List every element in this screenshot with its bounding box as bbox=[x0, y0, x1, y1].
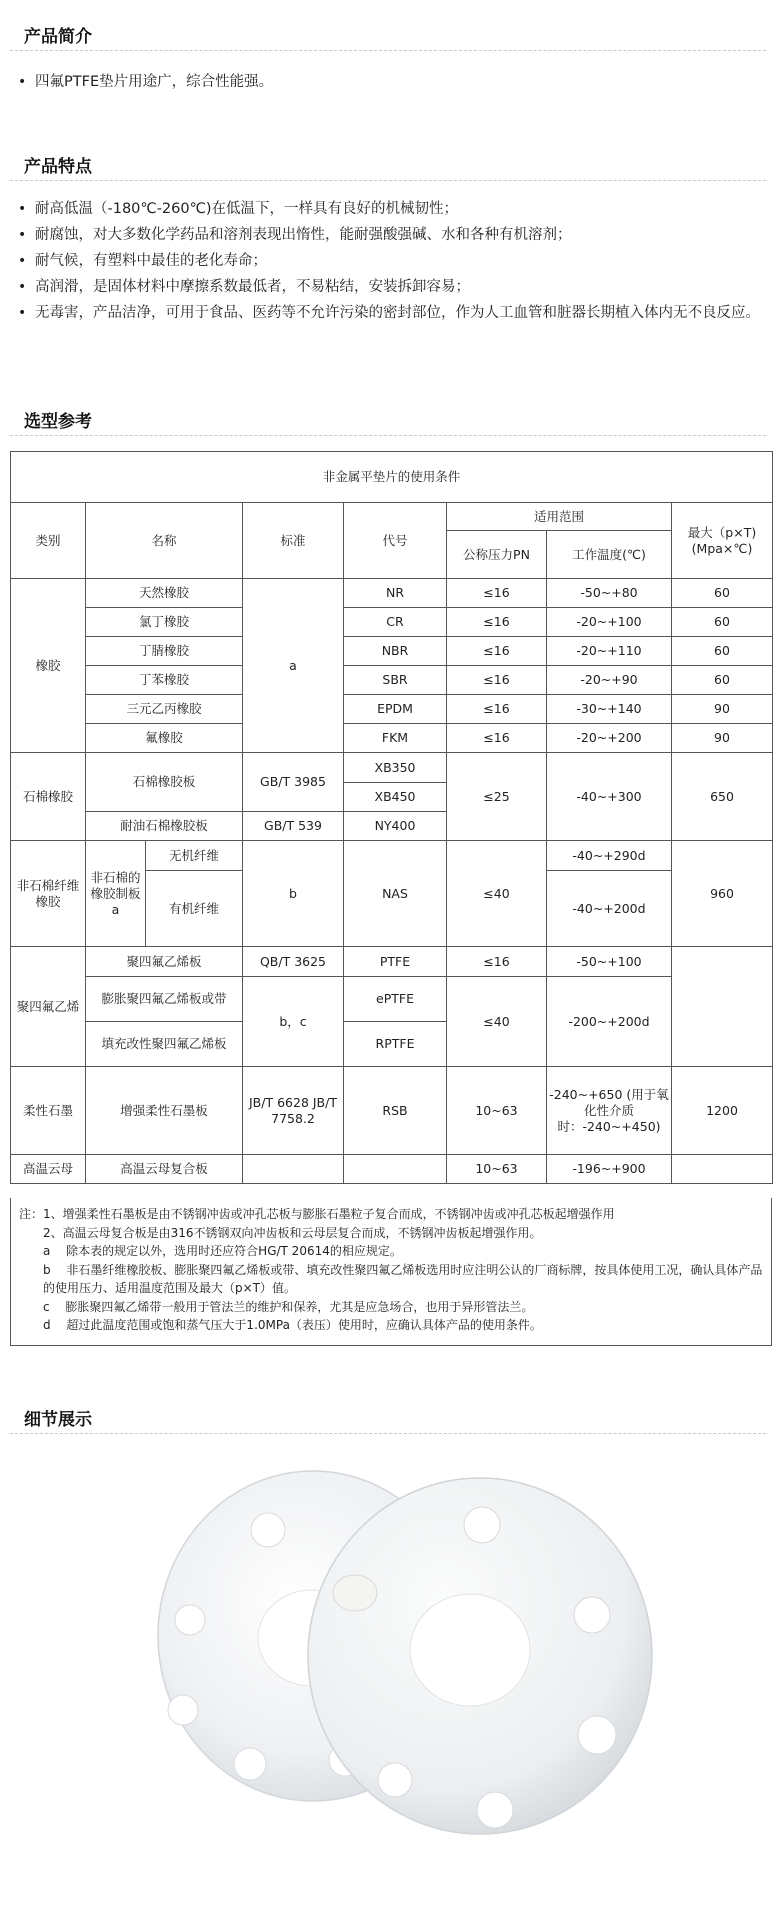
name-sbr: 丁苯橡胶 bbox=[86, 666, 243, 695]
temp-mica: -196~+900 bbox=[547, 1155, 672, 1184]
code-ny400: NY400 bbox=[344, 812, 447, 841]
name-cr: 氯丁橡胶 bbox=[86, 608, 243, 637]
name-graphite: 增强柔性石墨板 bbox=[86, 1067, 243, 1155]
gasket-spec-table bbox=[10, 451, 773, 1184]
name-asbestos-sheet: 石棉橡胶板 bbox=[86, 753, 243, 812]
pt-ptfe bbox=[672, 947, 773, 1067]
feature-item: • 高润滑，是固体材料中摩擦系数最低者，不易粘结，安装拆卸容易； bbox=[12, 276, 767, 298]
pn-nbr: ≤16 bbox=[447, 637, 547, 666]
intro-divider bbox=[10, 50, 766, 51]
name-mica: 高温云母复合板 bbox=[86, 1155, 243, 1184]
feature-item: • 耐高低温（-180℃-260℃)在低温下，一样具有良好的机械韧性； bbox=[12, 198, 767, 220]
details-divider bbox=[10, 1433, 766, 1434]
intro-list bbox=[12, 71, 767, 97]
features-title: 产品特点 bbox=[24, 157, 92, 177]
table-caption: 非金属平垫片的使用条件 bbox=[11, 452, 773, 503]
code-sbr: SBR bbox=[344, 666, 447, 695]
code-rptfe: RPTFE bbox=[344, 1022, 447, 1067]
pn-cr: ≤16 bbox=[447, 608, 547, 637]
pn-epdm: ≤16 bbox=[447, 695, 547, 724]
std-ptfe-sheet: QB/T 3625 bbox=[243, 947, 344, 977]
pn-asbestos: ≤25 bbox=[447, 753, 547, 841]
header-code: 代号 bbox=[344, 503, 447, 579]
cat-rubber: 橡胶 bbox=[11, 579, 86, 753]
intro-title: 产品简介 bbox=[24, 27, 92, 47]
selection-title: 选型参考 bbox=[24, 412, 92, 432]
note-c: c 膨胀聚四氟乙烯带一般用于管法兰的维护和保养，尤其是应急场合，也用于异形管法兰。 bbox=[43, 1299, 534, 1314]
code-ptfe: PTFE bbox=[344, 947, 447, 977]
header-range: 适用范围 bbox=[447, 503, 672, 531]
cat-asbestos: 石棉橡胶 bbox=[11, 753, 86, 841]
name-epdm: 三元乙丙橡胶 bbox=[86, 695, 243, 724]
std-rubber: a bbox=[243, 579, 344, 753]
cat-graphite: 柔性石墨 bbox=[11, 1067, 86, 1155]
features-list bbox=[12, 198, 767, 328]
header-category: 类别 bbox=[11, 503, 86, 579]
pt-asbestos: 650 bbox=[672, 753, 773, 841]
temp-asbestos: -40~+300 bbox=[547, 753, 672, 841]
name-inorganic-fiber: 无机纤维 bbox=[146, 841, 243, 871]
temp-cr: -20~+100 bbox=[547, 608, 672, 637]
header-name: 名称 bbox=[86, 503, 243, 579]
pn-sbr: ≤16 bbox=[447, 666, 547, 695]
pt-epdm: 90 bbox=[672, 695, 773, 724]
temp-sbr: -20~+90 bbox=[547, 666, 672, 695]
pn-fkm: ≤16 bbox=[447, 724, 547, 753]
pt-non-asbestos: 960 bbox=[672, 841, 773, 947]
code-epdm: EPDM bbox=[344, 695, 447, 724]
header-max-pt: 最大（p×T)(Mpa×℃) bbox=[672, 503, 773, 579]
feature-item: • 耐腐蚀，对大多数化学药品和溶剂表现出惰性，能耐强酸强碱、水和各种有机溶剂； bbox=[12, 224, 767, 246]
gasket-right bbox=[308, 1478, 652, 1834]
cat-non-asbestos: 非石棉纤维橡胶 bbox=[11, 841, 86, 947]
cat-mica: 高温云母 bbox=[11, 1155, 86, 1184]
pn-graphite: 10~63 bbox=[447, 1067, 547, 1155]
temp-nbr: -20~+110 bbox=[547, 637, 672, 666]
pt-nr: 60 bbox=[672, 579, 773, 608]
temp-epdm: -30~+140 bbox=[547, 695, 672, 724]
temp-fkm: -20~+200 bbox=[547, 724, 672, 753]
std-oil-asbestos: GB/T 539 bbox=[243, 812, 344, 841]
note-1: 注：1、增强柔性石墨板是由不锈钢冲齿或冲孔芯板与膨胀石墨粒子复合而成，不锈钢冲齿或冲孔芯板起增强作用 bbox=[19, 1207, 615, 1221]
temp-ptfe: -50~+100 bbox=[547, 947, 672, 977]
name-organic-fiber: 有机纤维 bbox=[146, 871, 243, 947]
std-non-asbestos: b bbox=[243, 841, 344, 947]
pn-non-asbestos: ≤40 bbox=[447, 841, 547, 947]
code-rsb: RSB bbox=[344, 1067, 447, 1155]
note-a: a 除本表的规定以外，选用时还应符合HG/T 20614的相应规定。 bbox=[43, 1244, 402, 1258]
pn-nr: ≤16 bbox=[447, 579, 547, 608]
code-nr: NR bbox=[344, 579, 447, 608]
pt-mica bbox=[672, 1155, 773, 1184]
code-xb450: XB450 bbox=[344, 783, 447, 812]
code-mica bbox=[344, 1155, 447, 1184]
std-eptfe-rptfe: b，c bbox=[243, 977, 344, 1067]
name-eptfe: 膨胀聚四氟乙烯板或带 bbox=[86, 977, 243, 1022]
name-fkm: 氟橡胶 bbox=[86, 724, 243, 753]
std-asbestos-sheet: GB/T 3985 bbox=[243, 753, 344, 812]
ptfe-gasket-photo bbox=[0, 1450, 776, 1925]
note-b: b 非石墨纤维橡胶板、膨胀聚四氟乙烯板或带、填充改性聚四氟乙烯板选用时应注明公认的厂商标牌，按具体使用工况，确认具体产品的使用压力、适用温度范围及最大（p×T）值。 bbox=[43, 1262, 763, 1295]
name-rptfe: 填充改性聚四氟乙烯板 bbox=[86, 1022, 243, 1067]
std-graphite: JB/T 6628 JB/T 7758.2 bbox=[243, 1067, 344, 1155]
temp-organic: -40~+200d bbox=[547, 871, 672, 947]
code-nas: NAS bbox=[344, 841, 447, 947]
header-standard: 标准 bbox=[243, 503, 344, 579]
note-2: 2、高温云母复合板是由316不锈钢双向冲齿板和云母层复合而成，不锈钢冲齿板起增强作用。 bbox=[43, 1225, 542, 1240]
header-temperature: 工作温度(℃) bbox=[547, 531, 672, 579]
pn-eptfe-rptfe: ≤40 bbox=[447, 977, 547, 1067]
note-d: d 超过此温度范围或饱和蒸气压大于1.0MPa（表压）使用时，应确认具体产品的使用条件。 bbox=[43, 1318, 542, 1332]
code-eptfe: ePTFE bbox=[344, 977, 447, 1022]
table-notes bbox=[10, 1198, 772, 1346]
code-nbr: NBR bbox=[344, 637, 447, 666]
code-cr: CR bbox=[344, 608, 447, 637]
header-pressure: 公称压力PN bbox=[447, 531, 547, 579]
temp-graphite: -240~+650 (用于氧化性介质时：-240~+450) bbox=[547, 1067, 672, 1155]
subgroup-non-asbestos: 非石棉的橡胶制板a bbox=[86, 841, 146, 947]
intro-item: • 四氟PTFE垫片用途广，综合性能强。 bbox=[12, 71, 767, 93]
pt-fkm: 90 bbox=[672, 724, 773, 753]
cat-ptfe: 聚四氟乙烯 bbox=[11, 947, 86, 1067]
details-title: 细节展示 bbox=[24, 1410, 92, 1430]
code-fkm: FKM bbox=[344, 724, 447, 753]
selection-divider bbox=[10, 435, 766, 436]
pt-graphite: 1200 bbox=[672, 1067, 773, 1155]
pt-nbr: 60 bbox=[672, 637, 773, 666]
temp-inorganic: -40~+290d bbox=[547, 841, 672, 871]
pt-cr: 60 bbox=[672, 608, 773, 637]
features-divider bbox=[10, 180, 766, 181]
feature-item: • 耐气候，有塑料中最佳的老化寿命； bbox=[12, 250, 767, 272]
name-nbr: 丁腈橡胶 bbox=[86, 637, 243, 666]
pt-sbr: 60 bbox=[672, 666, 773, 695]
pn-mica: 10~63 bbox=[447, 1155, 547, 1184]
std-mica bbox=[243, 1155, 344, 1184]
name-nr: 天然橡胶 bbox=[86, 579, 243, 608]
name-oil-asbestos: 耐油石棉橡胶板 bbox=[86, 812, 243, 841]
temp-eptfe-rptfe: -200~+200d bbox=[547, 977, 672, 1067]
feature-item: • 无毒害，产品洁净，可用于食品、医药等不允许污染的密封部位，作为人工血管和脏器长期植入体内无不良反应。 bbox=[12, 302, 767, 324]
code-xb350: XB350 bbox=[344, 753, 447, 783]
name-ptfe-sheet: 聚四氟乙烯板 bbox=[86, 947, 243, 977]
pn-ptfe: ≤16 bbox=[447, 947, 547, 977]
temp-nr: -50~+80 bbox=[547, 579, 672, 608]
